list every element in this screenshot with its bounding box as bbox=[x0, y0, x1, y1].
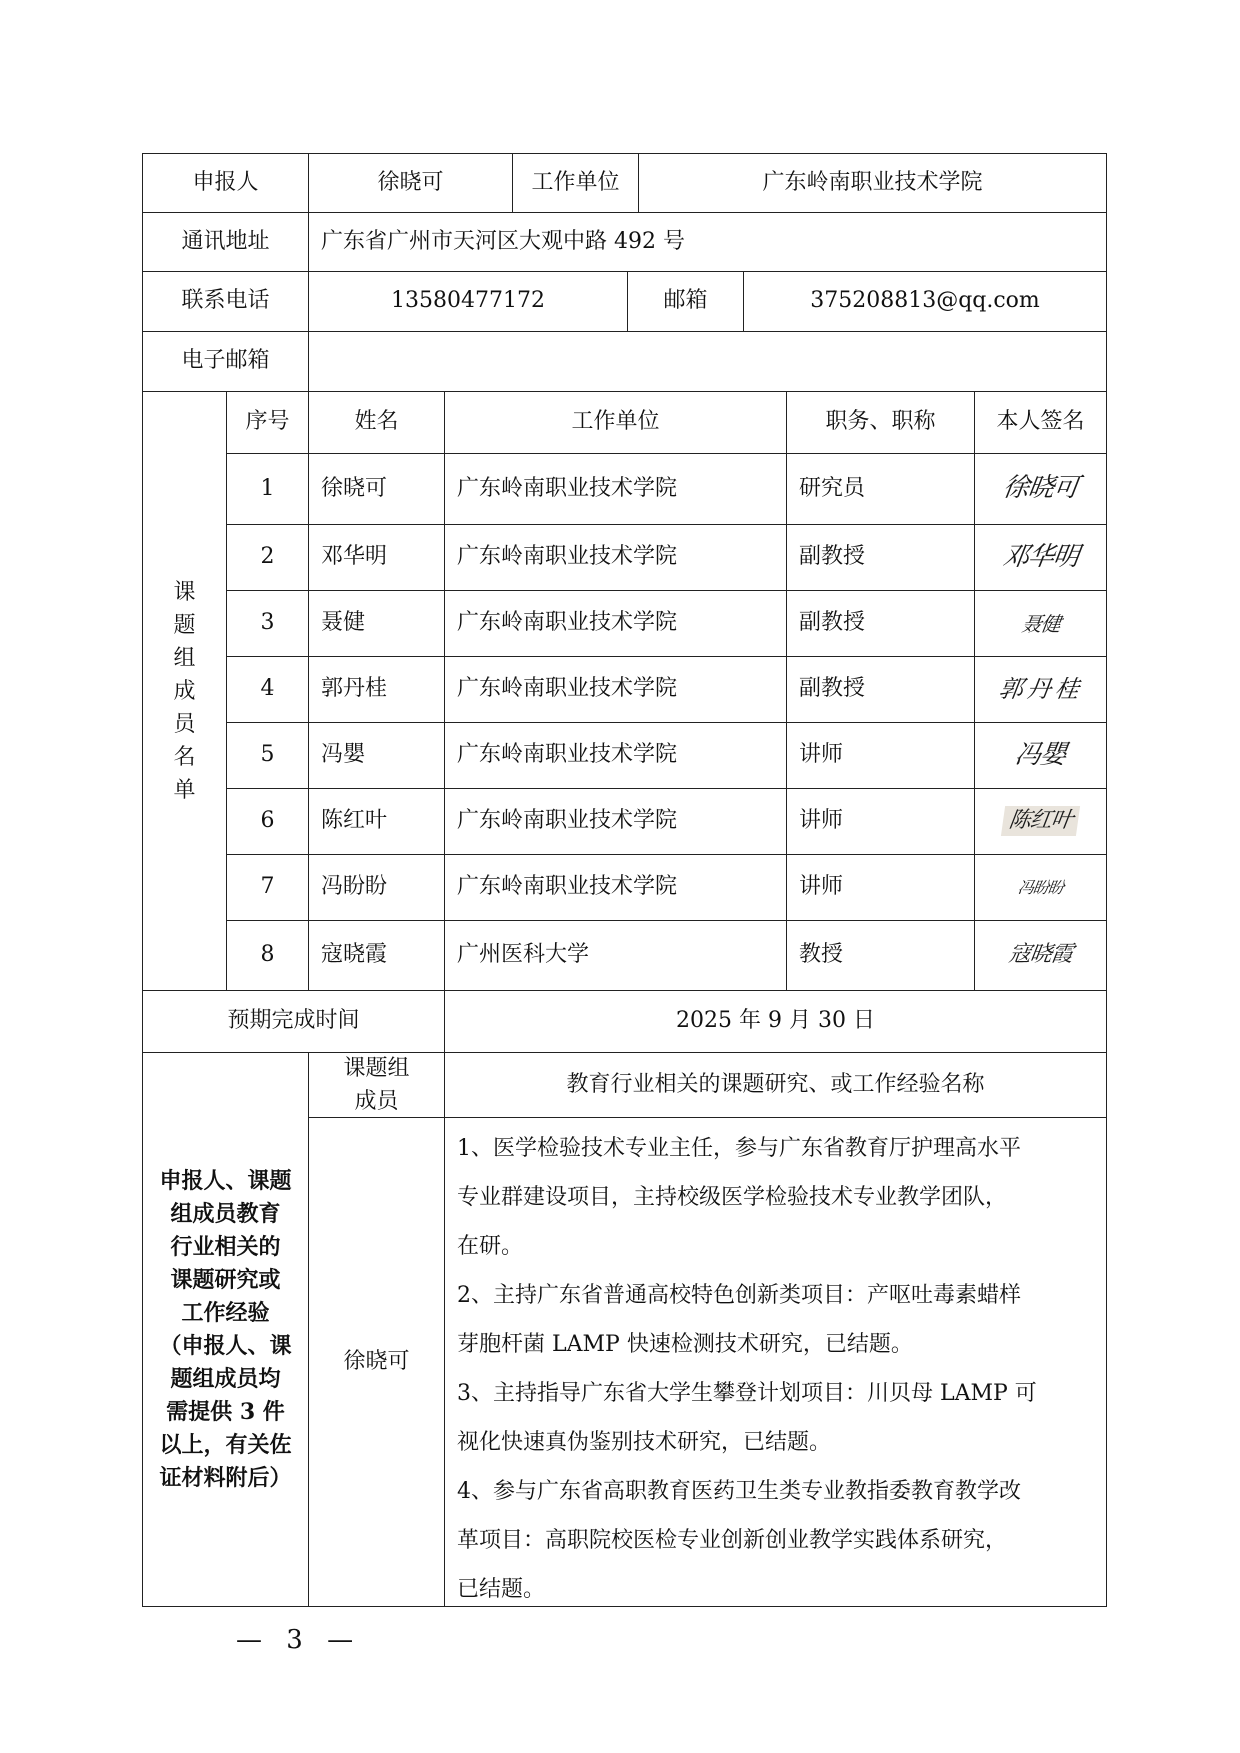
experience-line: 专业群建设项目，主持校级医学检验技术专业教学团队， bbox=[457, 1185, 1008, 1210]
member-name: 冯嬰 bbox=[308, 722, 445, 789]
member-name: 邓华明 bbox=[308, 524, 445, 591]
experience-member: 徐晓可 bbox=[308, 1117, 445, 1607]
applicant-unit: 广东岭南职业技术学院 bbox=[638, 153, 1107, 213]
member-no: 5 bbox=[226, 722, 309, 789]
member-unit: 广东岭南职业技术学院 bbox=[444, 656, 787, 723]
completion-value: 2025 年 9 月 30 日 bbox=[444, 990, 1107, 1053]
completion-label: 预期完成时间 bbox=[142, 990, 445, 1053]
member-signature bbox=[974, 590, 1107, 657]
signature-image: 徐晓可 bbox=[1000, 473, 1081, 504]
member-name: 冯盼盼 bbox=[308, 854, 445, 921]
member-name: 寇晓霞 bbox=[308, 920, 445, 991]
experience-line: 已结题。 bbox=[457, 1577, 546, 1602]
signature-image: 邓华明 bbox=[1000, 541, 1081, 572]
header-signature: 本人签名 bbox=[974, 391, 1107, 454]
member-unit: 广州医科大学 bbox=[444, 920, 787, 991]
member-signature bbox=[974, 854, 1107, 921]
member-signature bbox=[974, 722, 1107, 789]
phone-label: 联系电话 bbox=[142, 271, 309, 332]
signature-image: 冯嬰 bbox=[1013, 739, 1068, 770]
member-title: 副教授 bbox=[786, 524, 975, 591]
members-side-label: 课 题 组 成 员 名 单 bbox=[142, 391, 227, 991]
header-title: 职务、职称 bbox=[786, 391, 975, 454]
header-no: 序号 bbox=[226, 391, 309, 454]
member-title: 副教授 bbox=[786, 656, 975, 723]
email-label: 电子邮箱 bbox=[142, 331, 309, 392]
member-unit: 广东岭南职业技术学院 bbox=[444, 590, 787, 657]
experience-member-header: 课题组 成员 bbox=[308, 1052, 445, 1118]
member-unit: 广东岭南职业技术学院 bbox=[444, 722, 787, 789]
member-name: 郭丹桂 bbox=[308, 656, 445, 723]
experience-line: 4、参与广东省高职教育医药卫生类专业教指委教育教学改 bbox=[457, 1479, 1021, 1504]
email-value bbox=[308, 331, 1107, 392]
member-name: 徐晓可 bbox=[308, 453, 445, 525]
address-label: 通讯地址 bbox=[142, 212, 309, 272]
signature-image: 聂健 bbox=[1019, 611, 1062, 636]
experience-content bbox=[444, 1117, 1107, 1607]
signature-image: 寇晓霞 bbox=[1007, 942, 1074, 968]
member-title: 讲师 bbox=[786, 854, 975, 921]
experience-side-label: 申报人、课题 组成员教育 行业相关的 课题研究或 工作经验 （申报人、课 题组成员均 需提供 3 件 以上，有关佐 证材料附后） bbox=[142, 1052, 309, 1607]
member-signature bbox=[974, 788, 1107, 855]
signature-image: 郭丹桂 bbox=[996, 675, 1085, 704]
mail-value: 375208813@qq.com bbox=[743, 271, 1107, 332]
member-signature bbox=[974, 524, 1107, 591]
member-title: 研究员 bbox=[786, 453, 975, 525]
member-name: 聂健 bbox=[308, 590, 445, 657]
member-no: 2 bbox=[226, 524, 309, 591]
member-unit: 广东岭南职业技术学院 bbox=[444, 788, 787, 855]
member-unit: 广东岭南职业技术学院 bbox=[444, 524, 787, 591]
member-no: 7 bbox=[226, 854, 309, 921]
experience-line: 视化快速真伪鉴别技术研究，已结题。 bbox=[457, 1430, 832, 1455]
applicant-name: 徐晓可 bbox=[308, 153, 513, 213]
member-signature bbox=[974, 920, 1107, 991]
member-unit: 广东岭南职业技术学院 bbox=[444, 854, 787, 921]
member-signature bbox=[974, 453, 1107, 525]
member-name: 陈红叶 bbox=[308, 788, 445, 855]
member-title: 讲师 bbox=[786, 722, 975, 789]
page-number: — 3 — bbox=[236, 1625, 362, 1655]
phone-value: 13580477172 bbox=[308, 271, 628, 332]
member-title: 副教授 bbox=[786, 590, 975, 657]
member-no: 6 bbox=[226, 788, 309, 855]
applicant-unit-label: 工作单位 bbox=[512, 153, 639, 213]
signature-image: 冯盼盼 bbox=[1016, 877, 1065, 897]
experience-line: 革项目：高职院校医检专业创新创业教学实践体系研究， bbox=[457, 1528, 1008, 1553]
member-no: 4 bbox=[226, 656, 309, 723]
member-unit: 广东岭南职业技术学院 bbox=[444, 453, 787, 525]
member-no: 3 bbox=[226, 590, 309, 657]
member-signature bbox=[974, 656, 1107, 723]
member-title: 教授 bbox=[786, 920, 975, 991]
experience-line: 芽胞杆菌 LAMP 快速检测技术研究，已结题。 bbox=[457, 1332, 913, 1357]
member-title: 讲师 bbox=[786, 788, 975, 855]
header-name: 姓名 bbox=[308, 391, 445, 454]
member-no: 8 bbox=[226, 920, 309, 991]
experience-line: 1、医学检验技术专业主任，参与广东省教育厅护理高水平 bbox=[457, 1136, 1021, 1161]
header-unit: 工作单位 bbox=[444, 391, 787, 454]
address-value: 广东省广州市天河区大观中路 492 号 bbox=[308, 212, 1107, 272]
experience-line: 2、主持广东省普通高校特色创新类项目：产呕吐毒素蜡样 bbox=[457, 1283, 1021, 1308]
signature-image: 陈红叶 bbox=[1001, 806, 1080, 836]
member-no: 1 bbox=[226, 453, 309, 525]
mail-label: 邮箱 bbox=[627, 271, 744, 332]
experience-line: 3、主持指导广东省大学生攀登计划项目：川贝母 LAMP 可 bbox=[457, 1381, 1037, 1406]
experience-line: 在研。 bbox=[457, 1234, 524, 1259]
experience-content-header: 教育行业相关的课题研究、或工作经验名称 bbox=[444, 1052, 1107, 1118]
applicant-label: 申报人 bbox=[142, 153, 309, 213]
